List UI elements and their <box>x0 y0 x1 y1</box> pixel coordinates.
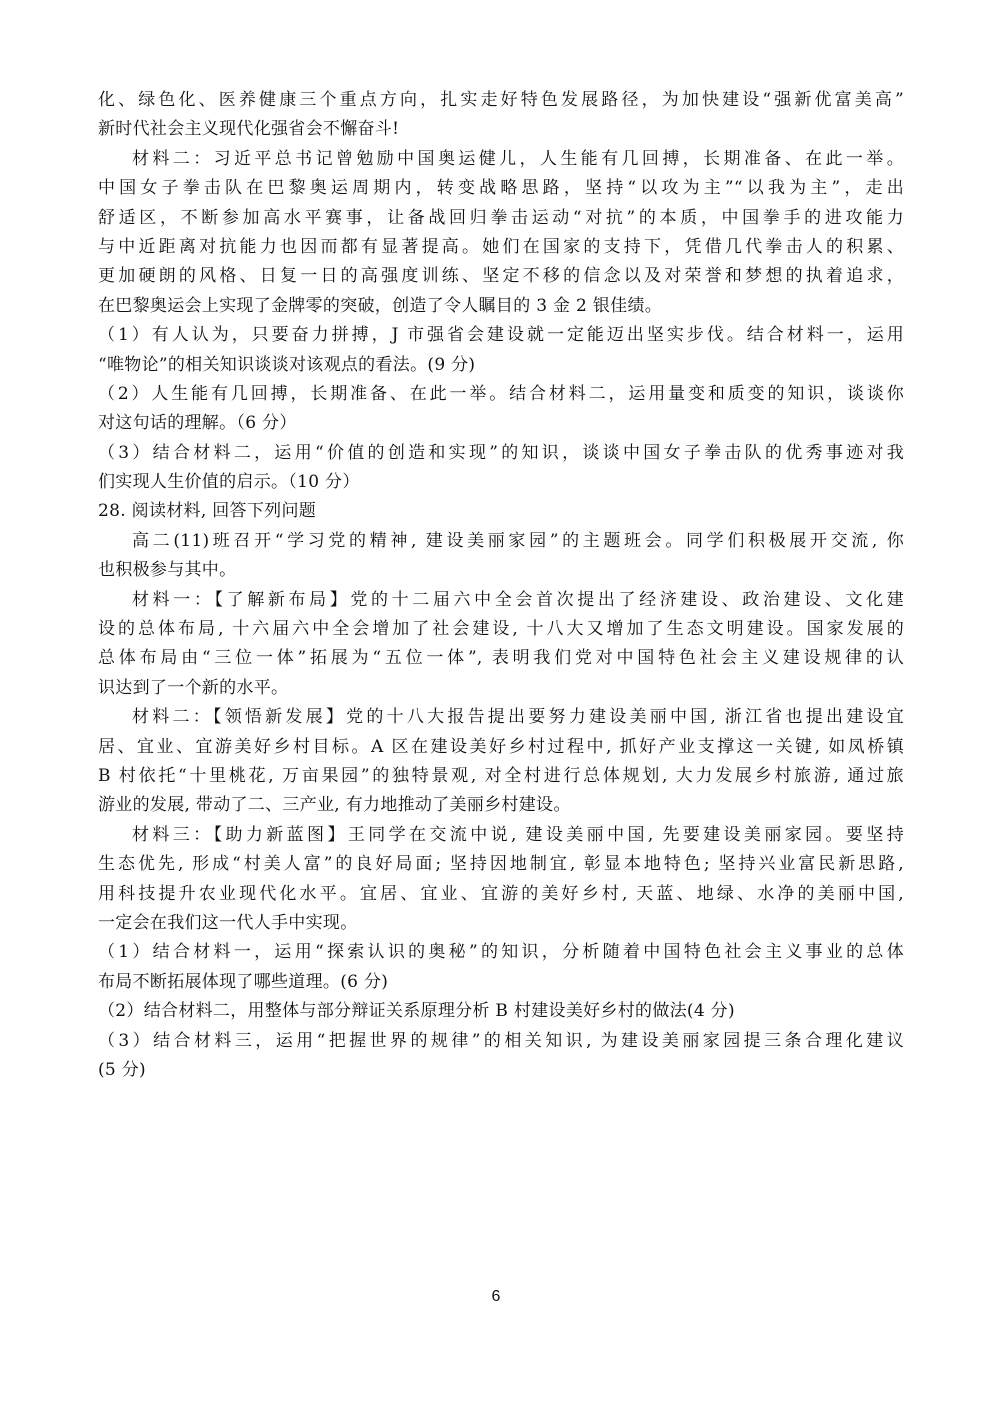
text-line: 高二(11)班召开“学习党的精神, 建设美丽家园”的主题班会。同学们积极展开交流, 你 <box>132 530 904 551</box>
text-line: 居、宜业、宜游美好乡村目标。A 区在建设美好乡村过程中, 抓好产业支撑这一关键, 如凤桥镇 <box>98 736 904 757</box>
text-line: 材料三：【助力新蓝图】王同学在交流中说, 建设美丽中国, 先要建设美丽家园。要坚持 <box>132 824 904 845</box>
text-line: 化、绿色化、医养健康三个重点方向，扎实走好特色发展路径，为加快建设“强新优富美高” <box>98 90 904 110</box>
text-line: 舒适区，不断参加高水平赛事，让备战回归拳击运动“对抗”的本质，中国拳手的进攻能力 <box>98 207 904 228</box>
text-line: 材料二：【领悟新发展】党的十八大报告提出要努力建设美丽中国, 浙江省也提出建设宜 <box>132 707 904 728</box>
text-line: 在巴黎奥运会上实现了金牌零的突破，创造了令人瞩目的 3 金 2 银佳绩。 <box>98 295 663 316</box>
text-line: 新时代社会主义现代化强省会不懈奋斗! <box>98 119 400 140</box>
text-line: 材料二：习近平总书记曾勉励中国奥运健儿，人生能有几回搏，长期准备、在此一举。 <box>132 148 904 169</box>
text-line: 布局不断拓展体现了哪些道理。(6 分) <box>98 971 389 992</box>
text-line: 总体布局由“三位一体”拓展为“五位一体”, 表明我们党对中国特色社会主义建设规律的认 <box>98 648 904 669</box>
page-number: 6 <box>491 1288 501 1305</box>
text-line: 生态优先, 形成“村美人富”的良好局面; 坚持因地制宜, 彰显本地特色; 坚持兴业富民新思路, <box>98 854 904 875</box>
text-line: 28. 阅读材料, 回答下列问题 <box>98 501 317 522</box>
document-body <box>98 86 904 1085</box>
text-line: （3）结合材料二，运用“价值的创造和实现”的知识，谈谈中国女子拳击队的优秀事迹对我 <box>98 442 904 463</box>
text-line: 一定会在我们这一代人手中实现。 <box>98 912 358 933</box>
text-line: 游业的发展, 带动了二、三产业, 有力地推动了美丽乡村建设。 <box>98 795 571 816</box>
text-line: B 村依托“十里桃花, 万亩果园”的独特景观, 对全村进行总体规划, 大力发展乡村旅游, 通过旅 <box>98 765 904 786</box>
text-line: 与中近距离对抗能力也因而都有显著提高。她们在国家的支持下，凭借几代拳击人的积累、 <box>98 236 904 257</box>
text-line: （3）结合材料三，运用“把握世界的规律”的相关知识, 为建设美丽家园提三条合理化建议 <box>98 1030 904 1051</box>
text-line: “唯物论”的相关知识谈谈对该观点的看法。(9 分) <box>98 354 476 375</box>
text-line: 也积极参与其中。 <box>98 560 237 581</box>
text-line: 识达到了一个新的水平。 <box>98 677 289 698</box>
text-line: 用科技提升农业现代化水平。宜居、宜业、宜游的美好乡村, 天蓝、地绿、水净的美丽中国, <box>98 883 904 904</box>
text-line: 中国女子拳击队在巴黎奥运周期内，转变战略思路，坚持“以攻为主”“以我为主”，走出 <box>98 178 904 199</box>
text-line: (5 分) <box>98 1059 146 1080</box>
text-line: （1）结合材料一，运用“探索认识的奥秘”的知识，分析随着中国特色社会主义事业的总体 <box>98 942 904 963</box>
text-line: 更加硬朗的风格、日复一日的高强度训练、坚定不移的信念以及对荣誉和梦想的执着追求， <box>98 266 904 287</box>
text-line: 们实现人生价值的启示。（10 分） <box>98 472 360 493</box>
text-line: 材料一：【了解新布局】党的十二届六中全会首次提出了经济建设、政治建设、文化建 <box>132 589 904 610</box>
text-line: （2）人生能有几回搏，长期准备、在此一举。结合材料二，运用量变和质变的知识，谈谈你 <box>98 383 904 404</box>
text-line: 设的总体布局, 十六届六中全会增加了社会建设, 十八大又增加了生态文明建设。国家发展的 <box>98 619 904 640</box>
text-line: 对这句话的理解。（6 分） <box>98 413 297 434</box>
text-line: （2）结合材料二，用整体与部分辩证关系原理分析 B 村建设美好乡村的做法(4 分) <box>98 1001 735 1022</box>
text-line: （1）有人认为，只要奋力拼搏，J 市强省会建设就一定能迈出坚实步伐。结合材料一，运用 <box>98 325 904 346</box>
